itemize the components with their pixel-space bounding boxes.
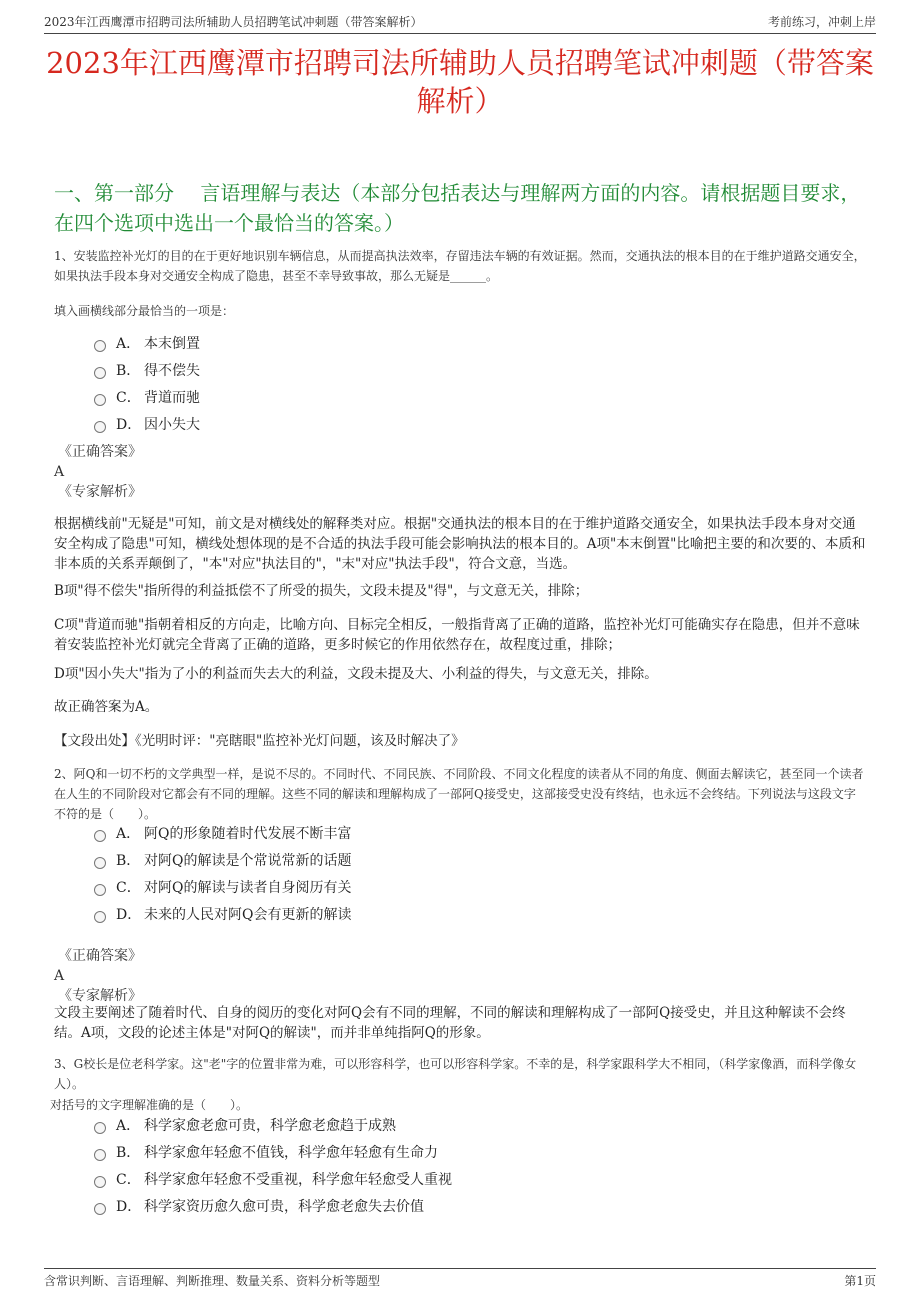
radio-icon[interactable] [94,367,106,379]
footer-description: 含常识判断、言语理解、判断推理、数量关系、资料分析等题型 [44,1274,381,1288]
question-1-analysis-para-2: B项"得不偿失"指所得的利益抵偿不了所受的损失，文段未提及"得"，与文意无关，排除； [54,583,589,599]
question-1-answer-label: 《正确答案》 [58,444,142,460]
question-3-option-d[interactable] [94,1195,424,1217]
option-letter: C． [116,390,141,406]
question-1-text: 1、安装监控补光灯的目的在于更好地识别车辆信息，从而提高执法效率，存留违法车辆的有效证据。然而，交通执法的根本目的在于维护道路交通安全，如果执法手段本身对交通安全构成了隐患，甚至不幸导致事故，那么无疑是______。 [54,249,866,283]
question-1-option-b[interactable] [94,359,200,381]
option-letter: D． [116,417,142,433]
question-1-option-c[interactable] [94,386,200,408]
radio-icon[interactable] [94,340,106,352]
question-2-option-c[interactable] [94,876,351,898]
question-3-prompt: 对括号的文字理解准确的是（ ）。 [50,1098,249,1112]
option-text: 本末倒置 [144,336,200,352]
option-text: 科学家愈年轻愈不值钱，科学愈年轻愈有生命力 [144,1145,438,1161]
option-text: 得不偿失 [144,363,200,379]
question-1-analysis-para-1: 根据横线前"无疑是"可知，前文是对横线处的解释类对应。根据"交通执法的根本目的在于维护道路交通安全，如果执法手段本身对交通安全构成了隐患"可知，横线处想体现的是不合适的执法手段可能会影响执法的根本目的。A项"本末倒置"比喻把主要的和次要的、本质和非本质的关系弄颠倒了，"本"对应"执法目的"，"末"对应"执法手段"，符合文意，当选。 [54,516,866,572]
radio-icon[interactable] [94,911,106,923]
section-heading: 一、第一部分 言语理解与表达（本部分包括表达与理解两方面的内容。请根据题目要求，在四个选项中选出一个最恰当的答案。） [54,181,861,235]
question-2-analysis-label: 《专家解析》 [58,988,142,1004]
question-1-analysis-para-4: D项"因小失大"指为了小的利益而失去大的利益，文段未提及大、小利益的得失，与文意无关，排除。 [54,666,658,682]
question-2-option-b[interactable] [94,849,351,871]
question-3-option-a[interactable] [94,1114,396,1136]
option-text: 背道而驰 [144,390,200,406]
option-text: 阿Q的形象随着时代发展不断丰富 [144,826,352,842]
question-1-source: 【文段出处】《光明时评："亮瞎眼"监控补光灯问题，该及时解决了》 [54,733,465,749]
option-letter: A． [116,1118,141,1134]
question-2-option-a[interactable] [94,822,351,844]
question-1-option-a[interactable] [94,332,200,354]
option-letter: B． [116,1145,141,1161]
header-doc-title: 2023年江西鹰潭市招聘司法所辅助人员招聘笔试冲刺题（带答案解析） [44,15,423,29]
option-letter: C． [116,880,141,896]
radio-icon[interactable] [94,1176,106,1188]
option-letter: A． [116,826,141,842]
question-2-text: 2、阿Q和一切不朽的文学典型一样，是说不尽的。不同时代、不同民族、不同阶段、不同文化程度的读者从不同的角度、侧面去解读它，甚至同一个读者在人生的不同阶段对它都会有不同的理解。这些不同的解读和理解构成了一部阿Q接受史，这部接受史没有终结，也永远不会终结。下列说法与这段文字不符的是（ ）。 [54,767,864,821]
option-letter: C． [116,1172,141,1188]
radio-icon[interactable] [94,884,106,896]
question-1-prompt: 填入画横线部分最恰当的一项是： [54,304,235,318]
option-letter: D． [116,907,142,923]
question-2-option-d[interactable] [94,903,351,925]
radio-icon[interactable] [94,421,106,433]
page-header [44,10,876,34]
question-1-analysis-label: 《专家解析》 [58,484,142,500]
option-text: 科学家愈老愈可贵，科学愈老愈趋于成熟 [144,1118,396,1134]
option-letter: A． [116,336,141,352]
option-letter: D． [116,1199,142,1215]
option-text: 科学家愈年轻愈不受重视，科学愈年轻愈受人重视 [144,1172,452,1188]
question-3-text: 3、G校长是位老科学家。这"老"字的位置非常为难，可以形容科学，也可以形容科学家。不幸的是，科学家跟科学大不相同，（科学家像酒，而科学像女人）。 [54,1057,857,1091]
option-text: 未来的人民对阿Q会有更新的解读 [144,907,352,923]
radio-icon[interactable] [94,394,106,406]
question-3-option-b[interactable] [94,1141,438,1163]
question-1-analysis-para-3: C项"背道而驰"指朝着相反的方向走，比喻方向、目标完全相反，一般指背离了正确的道路，监控补光灯可能确实存在隐患，但并不意味着安装监控补光灯就完全背离了正确的道路，更多时候它的作用依然存在，故程度过重，排除； [54,617,860,653]
header-slogan: 考前练习，冲刺上岸 [767,15,876,29]
radio-icon[interactable] [94,830,106,842]
question-2-answer: A [54,968,65,984]
question-1-option-d[interactable] [94,413,200,435]
option-letter: B． [116,853,141,869]
question-3-option-c[interactable] [94,1168,452,1190]
page-number: 第1页 [844,1274,876,1288]
option-text: 科学家资历愈久愈可贵，科学愈老愈失去价值 [144,1199,424,1215]
option-text: 对阿Q的解读与读者自身阅历有关 [144,880,352,896]
option-text: 因小失大 [144,417,200,433]
radio-icon[interactable] [94,857,106,869]
document-title: 2023年江西鹰潭市招聘司法所辅助人员招聘笔试冲刺题（带答案解析） [46,46,874,118]
question-1-analysis-para-5: 故正确答案为A。 [54,699,159,715]
radio-icon[interactable] [94,1122,106,1134]
option-text: 对阿Q的解读是个常说常新的话题 [144,853,352,869]
radio-icon[interactable] [94,1203,106,1215]
question-2-analysis: 文段主要阐述了随着时代、自身的阅历的变化对阿Q会有不同的理解，不同的解读和理解构成了一部阿Q接受史，并且这种解读不会终结。A项，文段的论述主体是"对阿Q的解读"，而并非单纯指阿Q的形象。 [54,1005,846,1041]
question-1-answer: A [54,464,65,480]
radio-icon[interactable] [94,1149,106,1161]
question-2-answer-label: 《正确答案》 [58,948,142,964]
option-letter: B． [116,363,141,379]
page-footer [44,1268,876,1288]
